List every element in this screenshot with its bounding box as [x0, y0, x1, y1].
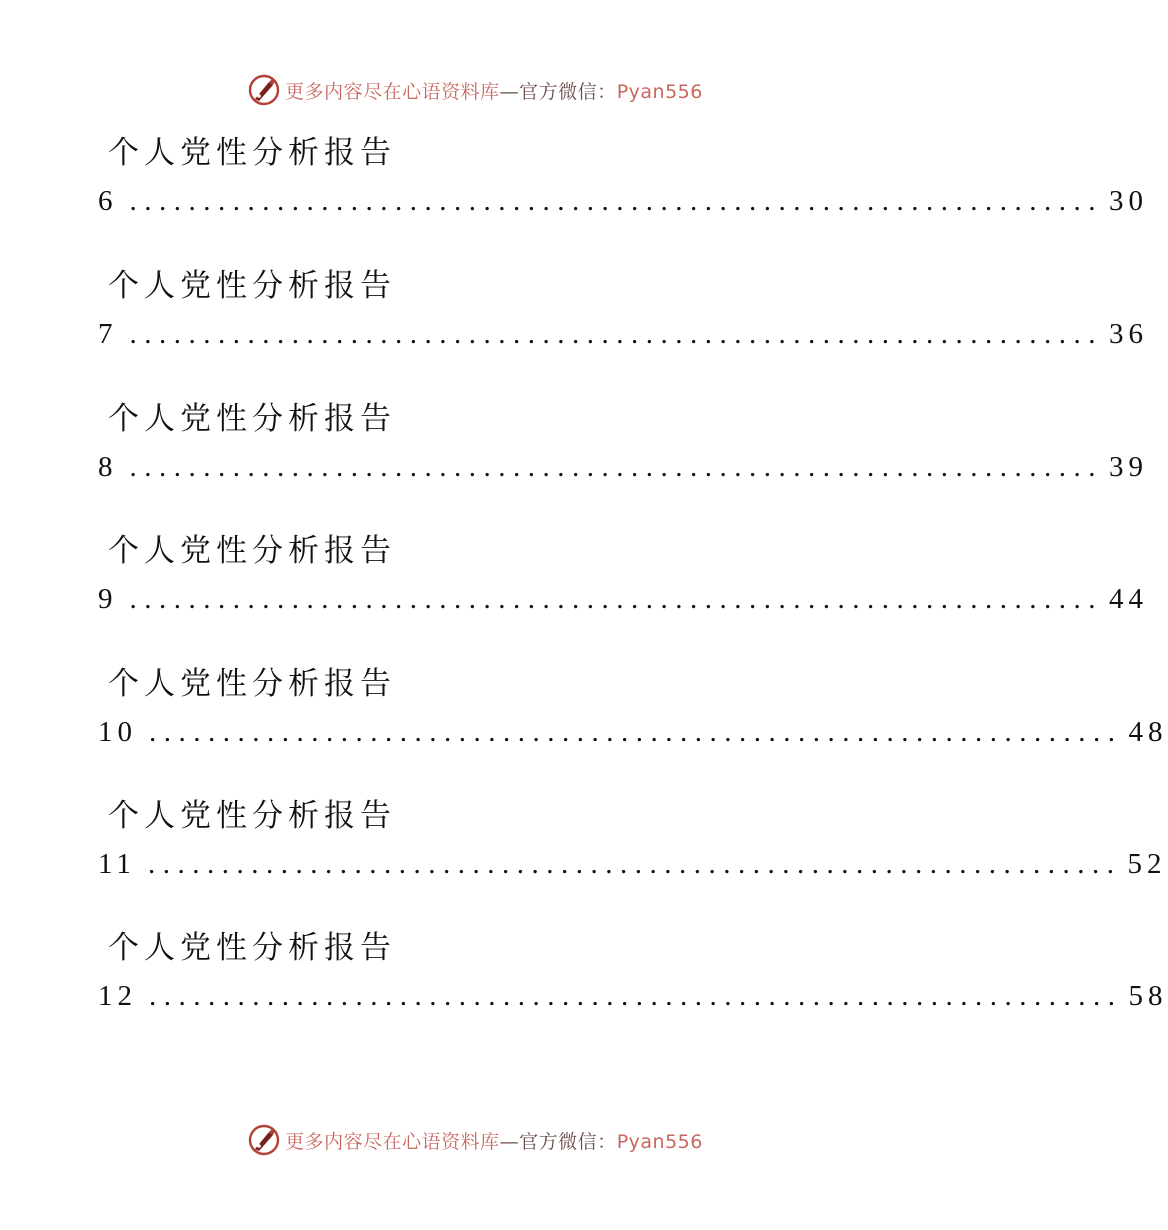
banner-main-text: 更多内容尽在心语资料库 — [285, 80, 500, 103]
toc-entry-number: 6 — [98, 185, 118, 217]
toc-entry-number: 11 — [98, 848, 136, 880]
toc-entry-number: 9 — [98, 583, 118, 615]
toc-dot-leader: .................................................................. — [147, 848, 1122, 880]
toc-dot-leader: .................................................................. — [149, 980, 1123, 1012]
toc-entry-line — [98, 848, 1167, 888]
footer-banner — [0, 1120, 950, 1160]
toc-entry-title: 个人党性分析报告 — [108, 135, 396, 171]
toc-entry-number: 7 — [98, 318, 118, 350]
banner-wechat-id: Pyan556 — [616, 1130, 703, 1153]
banner-official-label: 官方微信： — [519, 80, 617, 103]
toc-page-number: 58 — [1128, 980, 1168, 1012]
toc-page-number: 39 — [1109, 451, 1148, 483]
toc-entry-title: 个人党性分析报告 — [108, 268, 396, 304]
toc-entry-line — [98, 980, 1168, 1020]
pen-circle-icon — [247, 73, 281, 107]
toc-entry-title: 个人党性分析报告 — [108, 401, 396, 437]
toc-dot-leader: .................................................................. — [129, 583, 1103, 615]
toc-entry-line — [98, 185, 1148, 225]
banner-text — [285, 77, 703, 104]
banner-main-text: 更多内容尽在心语资料库 — [285, 1130, 500, 1153]
toc-entry-title: 个人党性分析报告 — [108, 533, 396, 569]
banner-wechat-id: Pyan556 — [616, 80, 703, 103]
toc-page-number: 36 — [1109, 318, 1148, 350]
toc-entry-number: 10 — [98, 716, 137, 748]
toc-dot-leader: .................................................................. — [129, 451, 1103, 483]
toc-dot-leader: .................................................................. — [129, 318, 1103, 350]
banner-text — [285, 1127, 703, 1154]
toc-page-number: 48 — [1128, 716, 1168, 748]
toc-entry-number: 12 — [98, 980, 137, 1012]
toc-page-number: 44 — [1109, 583, 1148, 615]
header-banner — [0, 70, 950, 110]
toc-entry-title: 个人党性分析报告 — [108, 666, 396, 702]
banner-dash: — — [499, 80, 520, 103]
toc-entry-line — [98, 716, 1168, 756]
toc-entry-title: 个人党性分析报告 — [108, 930, 396, 966]
banner-official-label: 官方微信： — [519, 1130, 617, 1153]
toc-entry-number: 8 — [98, 451, 118, 483]
toc-entry-line — [98, 318, 1148, 358]
toc-entry-title: 个人党性分析报告 — [108, 798, 396, 834]
toc-dot-leader: .................................................................. — [149, 716, 1123, 748]
toc-page-number: 52 — [1127, 848, 1167, 880]
toc-entry-line — [98, 583, 1148, 623]
toc-dot-leader: .................................................................. — [129, 185, 1103, 217]
pen-circle-icon — [247, 1123, 281, 1157]
toc-entry-line — [98, 451, 1148, 491]
banner-dash: — — [499, 1130, 520, 1153]
toc-page-number: 30 — [1109, 185, 1148, 217]
